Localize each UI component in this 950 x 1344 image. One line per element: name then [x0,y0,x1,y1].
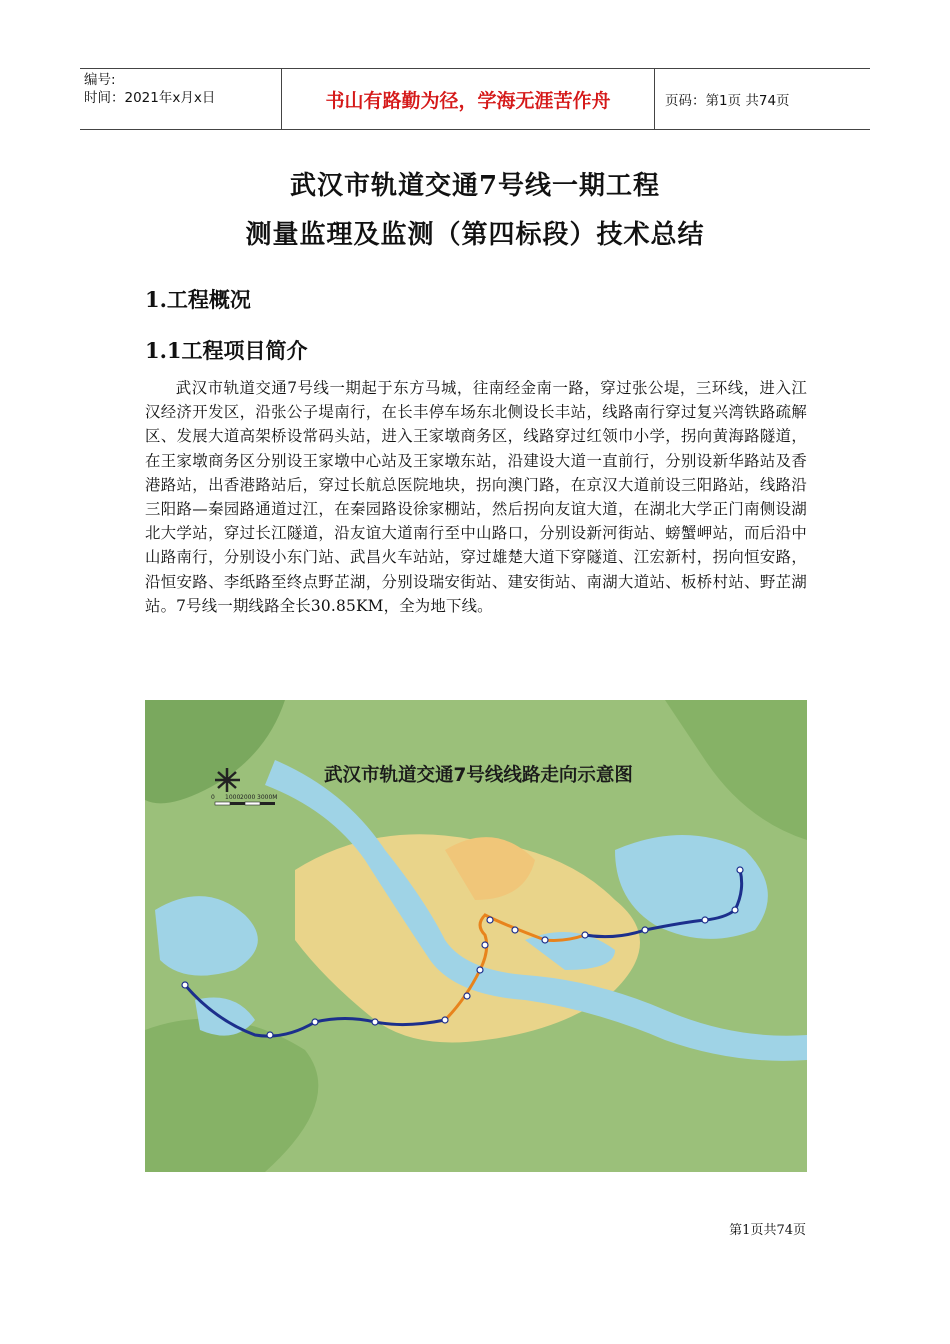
map-title: 武汉市轨道交通7号线线路走向示意图 [324,765,633,786]
scale-label-2: 2000 [240,794,256,801]
scale-label-1: 1000 [225,794,241,801]
route-map-image [145,700,807,1172]
section-heading-1: 1.工程概况 [145,287,251,312]
page-footer: 第1页共74页 [729,1223,806,1238]
scale-label-3: 3000M [257,794,278,801]
header-left-cell [80,69,282,129]
number-label: 编号: [84,72,116,88]
route-map-svg [145,700,807,1172]
header-table [80,68,870,130]
doc-title-line2: 测量监理及监测（第四标段）技术总结 [245,220,705,250]
time-label: 时间：2021年x月x日 [84,90,216,106]
page-info: 页码：第1页 共74页 [665,93,790,109]
scale-label-0: 0 [211,794,215,801]
doc-title-line1: 武汉市轨道交通7号线一期工程 [289,171,661,201]
motto: 书山有路勤为径，学海无涯苦作舟 [282,69,655,129]
intro-paragraph: 武汉市轨道交通7号线一期起于东方马城，往南经金南一路，穿过张公堤，三环线，进入江汉经济开发区，沿张公子堤南行，在长丰停车场东北侧设长丰站，线路南行穿过复兴湾铁路疏解区、发展大道高架桥设常码头站，进入王家墩商务区，线路穿过红领巾小学，拐向黄海路隧道，在王家墩商务区分别设王家墩中心站及王家墩东站，沿建设大道一直前行，分别设新华路站及香港路站，出香港路站后，穿过长航总医院地块，拐向澳门路，在京汉大道前设三阳路站，线路沿三阳路—秦园路通道过江，在秦园路设徐家棚站，然后拐向友谊大道，在湖北大学正门南侧设湖北大学站，穿过长江隧道，沿友谊大道南行至中山路口，分别设新河街站、螃蟹岬站，而后沿中山路南行，分别设小东门站、武昌火车站站，穿过雄楚大道下穿隧道、江宏新村，拐向恒安路，沿恒安路、李纸路至终点野芷湖，分别设瑞安街站、建安街站、南湖大道站、板桥村站、野芷湖站。7号线一期线路全长30.85KM，全为地下线。 [145,379,807,615]
section-heading-1-1: 1.1工程项目简介 [145,338,308,363]
